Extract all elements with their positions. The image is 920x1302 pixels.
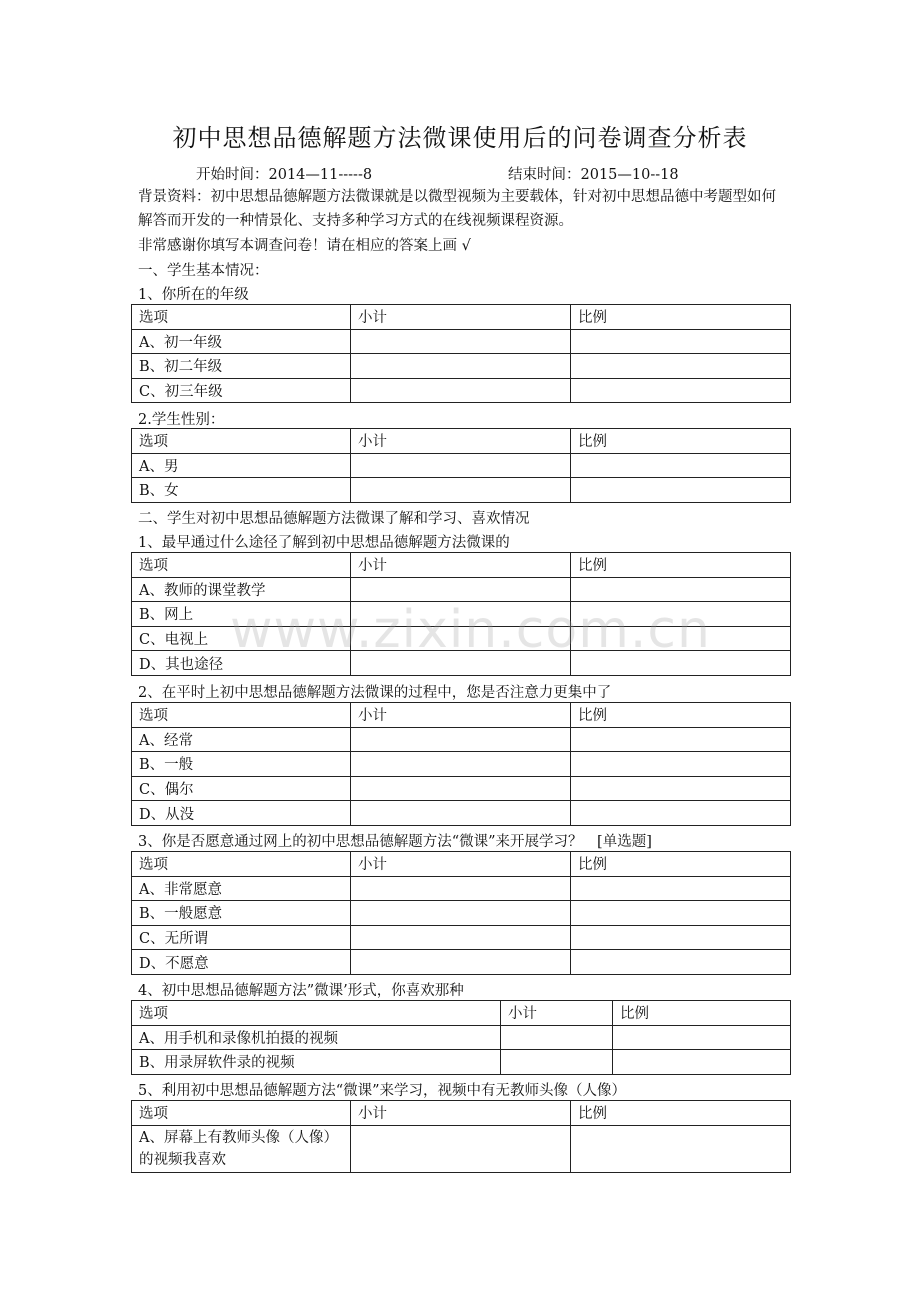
ratio-cell[interactable] [571, 901, 791, 926]
header-count: 小计 [351, 429, 571, 454]
header-option: 选项 [132, 553, 351, 578]
count-cell[interactable] [351, 329, 571, 354]
option-label: B、网上 [132, 602, 351, 627]
ratio-cell[interactable] [571, 626, 791, 651]
ratio-cell[interactable] [571, 354, 791, 379]
option-label: A、初一年级 [132, 329, 351, 354]
header-count: 小计 [351, 305, 571, 330]
option-label: C、无所谓 [132, 925, 351, 950]
option-label: A、经常 [132, 727, 351, 752]
table-row [132, 876, 791, 901]
option-label: B、初二年级 [132, 354, 351, 379]
start-time: 开始时间：2014—11-----8 [196, 167, 373, 183]
option-label: D、不愿意 [132, 950, 351, 975]
table-header-row [132, 852, 791, 877]
header-option: 选项 [132, 429, 351, 454]
ratio-cell[interactable] [571, 378, 791, 403]
grade-table [131, 304, 791, 403]
table-row [132, 950, 791, 975]
count-cell[interactable] [351, 378, 571, 403]
count-cell[interactable] [351, 776, 571, 801]
count-cell[interactable] [351, 727, 571, 752]
option-label: A、屏幕上有教师头像（人像）的视频我喜欢 [132, 1125, 351, 1172]
table-header-row [132, 305, 791, 330]
table-row [132, 801, 791, 826]
table-header-row [132, 429, 791, 454]
header-option: 选项 [132, 703, 351, 728]
end-time: 结束时间：2015—10--18 [508, 167, 679, 183]
table-row [132, 1050, 791, 1075]
header-ratio: 比例 [571, 852, 791, 877]
table-row [132, 329, 791, 354]
count-cell[interactable] [351, 752, 571, 777]
option-label: D、其也途径 [132, 651, 351, 676]
thanks-note: 非常感谢你填写本调查问卷！请在相应的答案上画 √ [138, 238, 471, 254]
option-label: B、女 [132, 478, 351, 503]
option-label: A、非常愿意 [132, 876, 351, 901]
attention-table [131, 702, 791, 826]
option-label: B、一般愿意 [132, 901, 351, 926]
ratio-cell[interactable] [571, 478, 791, 503]
document-title: 初中思想品德解题方法微课使用后的问卷调查分析表 [172, 124, 748, 152]
background-info: 背景资料：初中思想品德解题方法微课就是以微型视频为主要载体，针对初中思想品德中考题型如何解答而开发的一种情景化、支持多种学习方式的在线视频课程资源。 [138, 189, 776, 229]
count-cell[interactable] [351, 950, 571, 975]
header-count: 小计 [351, 703, 571, 728]
table-row [132, 626, 791, 651]
count-cell[interactable] [501, 1025, 613, 1050]
header-count: 小计 [351, 1101, 571, 1126]
section-2-heading: 二、学生对初中思想品德解题方法微课了解和学习、喜欢情况 [138, 511, 530, 527]
portrait-table [131, 1100, 791, 1173]
count-cell[interactable] [351, 925, 571, 950]
option-label: C、偶尔 [132, 776, 351, 801]
header-ratio: 比例 [571, 703, 791, 728]
ratio-cell[interactable] [571, 727, 791, 752]
question-teacher-portrait: 5、利用初中思想品德解题方法“微课”来学习，视频中有无教师头像（人像） [138, 1083, 627, 1099]
table-row [132, 354, 791, 379]
header-ratio: 比例 [571, 429, 791, 454]
ratio-cell[interactable] [571, 925, 791, 950]
count-cell[interactable] [351, 626, 571, 651]
ratio-cell[interactable] [571, 776, 791, 801]
question-attention: 2、在平时上初中思想品德解题方法微课的过程中，您是否注意力更集中了 [138, 685, 612, 701]
count-cell[interactable] [351, 577, 571, 602]
count-cell[interactable] [351, 651, 571, 676]
table-row [132, 727, 791, 752]
header-option: 选项 [132, 1101, 351, 1126]
header-option: 选项 [132, 1001, 501, 1026]
count-cell[interactable] [351, 354, 571, 379]
table-header-row [132, 703, 791, 728]
section-1-heading: 一、学生基本情况： [138, 263, 269, 279]
count-cell[interactable] [351, 1125, 571, 1172]
option-label: C、初三年级 [132, 378, 351, 403]
table-header-row [132, 1101, 791, 1126]
count-cell[interactable] [351, 801, 571, 826]
table-header-row [132, 553, 791, 578]
header-count: 小计 [351, 852, 571, 877]
option-label: C、电视上 [132, 626, 351, 651]
count-cell[interactable] [351, 453, 571, 478]
table-row [132, 478, 791, 503]
header-ratio: 比例 [613, 1001, 791, 1026]
table-header-row [132, 1001, 791, 1026]
question-willingness: 3、你是否愿意通过网上的初中思想品德解题方法“微课”来开展学习？ [单选题] [138, 834, 652, 850]
ratio-cell[interactable] [571, 1125, 791, 1172]
header-ratio: 比例 [571, 305, 791, 330]
question-gender: 2.学生性别： [138, 412, 225, 428]
count-cell[interactable] [351, 876, 571, 901]
table-row [132, 901, 791, 926]
gender-table [131, 428, 791, 503]
option-label: A、教师的课堂教学 [132, 577, 351, 602]
count-cell[interactable] [351, 901, 571, 926]
option-label: A、男 [132, 453, 351, 478]
table-row [132, 752, 791, 777]
count-cell[interactable] [501, 1050, 613, 1075]
table-row [132, 925, 791, 950]
option-label: D、从没 [132, 801, 351, 826]
question-grade: 1、你所在的年级 [138, 287, 249, 303]
watermark: www.zixin.com.cn [230, 600, 711, 660]
ratio-cell[interactable] [571, 577, 791, 602]
table-row [132, 378, 791, 403]
header-ratio: 比例 [571, 1101, 791, 1126]
count-cell[interactable] [351, 602, 571, 627]
ratio-cell[interactable] [571, 801, 791, 826]
ratio-cell[interactable] [571, 876, 791, 901]
format-table [131, 1000, 791, 1075]
ratio-cell[interactable] [571, 453, 791, 478]
option-label: B、用录屏软件录的视频 [132, 1050, 501, 1075]
question-channel: 1、最早通过什么途径了解到初中思想品德解题方法微课的 [138, 535, 510, 551]
table-row [132, 1125, 791, 1172]
table-row [132, 651, 791, 676]
option-label: A、用手机和录像机拍摄的视频 [132, 1025, 501, 1050]
table-row [132, 1025, 791, 1050]
ratio-cell[interactable] [571, 752, 791, 777]
ratio-cell[interactable] [613, 1050, 791, 1075]
option-label: B、一般 [132, 752, 351, 777]
ratio-cell[interactable] [571, 602, 791, 627]
count-cell[interactable] [351, 478, 571, 503]
channel-table [131, 552, 791, 676]
ratio-cell[interactable] [571, 651, 791, 676]
table-row [132, 602, 791, 627]
ratio-cell[interactable] [571, 329, 791, 354]
question-format: 4、初中思想品德解题方法”微课’形式，你喜欢那种 [138, 983, 464, 999]
header-option: 选项 [132, 305, 351, 330]
header-option: 选项 [132, 852, 351, 877]
ratio-cell[interactable] [571, 950, 791, 975]
table-row [132, 776, 791, 801]
table-row [132, 453, 791, 478]
ratio-cell[interactable] [613, 1025, 791, 1050]
header-ratio: 比例 [571, 553, 791, 578]
table-row [132, 577, 791, 602]
header-count: 小计 [351, 553, 571, 578]
willingness-table [131, 851, 791, 975]
header-count: 小计 [501, 1001, 613, 1026]
